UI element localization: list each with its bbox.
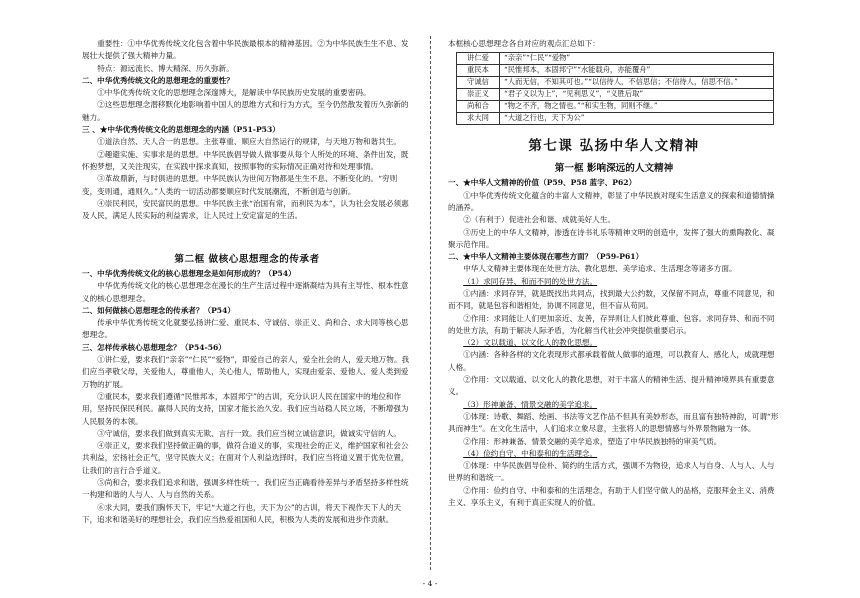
question-heading: 二、★中华人文精神主要体现在哪些方面？（P59-P61）: [448, 252, 644, 262]
paragraph: ①中华优秀传统文化的思想理念深邃博大，是解读中华民族历史发展的重要密码。: [97, 88, 371, 98]
table-value: “君子义以为上”，“见利思义”，“义胜后取”: [500, 89, 774, 101]
table-row: [457, 89, 774, 101]
right-column: [448, 38, 780, 509]
table-key: 求大同: [457, 112, 500, 124]
table-key: 讲仁爱: [457, 53, 500, 65]
table-value: “民惟邦本，本固邦宁”“水能载舟，亦能覆舟”: [500, 65, 774, 77]
table-value: “大道之行也，天下为公”: [500, 112, 774, 124]
left-column: [82, 38, 412, 526]
table-row: [457, 77, 774, 89]
table-row: [457, 101, 774, 113]
table-value: “物之不齐，物之情也。”“和实生物，同则不继。”: [500, 101, 774, 113]
paragraph: ④崇民利民，安民富民的思想。中华民族主张“治国有常，而利民为本”，认为社会发展必须惠及人民，满足人民实际的利益需求，让人民过上安定富足的生活。: [82, 198, 409, 221]
table-row: [457, 53, 774, 65]
table-value: “人而无信，不知其可也。”“以信待人，不信思信；不信待人，信思不信。”: [500, 77, 774, 89]
lesson-title: 第七课 弘扬中华人文精神: [528, 137, 700, 154]
paragraph: ②这些思想理念潜移默化地影响着中国人的思维方式和行为方式，至今仍然散发着历久弥新的魅力。: [82, 100, 409, 122]
paragraph: ②趣避实施、实事求是的思想。中华民族倡导做人做事要从每个人所处的环境、条件出发，既怀抱梦想，又关注现实，在实践中探求真知，按照事物的实际情况正确对待和处理事情。: [82, 149, 409, 171]
question-heading: 二、中华优秀传统文化的思想理念的重要性？: [82, 75, 234, 85]
paragraph: ①中华优秀传统文化蕴含的丰富人文精神，彰显了中华民族对现实生活意义的探索和道德情操的涵养。: [448, 190, 775, 212]
paragraph: ②重民本，要求我们遵循“民惟邦本，本固邦宁”的古训，充分认识人民在国家中的地位和作用，坚持民保民利民。赢得人民的支持，国家才能长治久安。我们应当站稳人民立场，不断增强为人民服务的本领。: [82, 391, 409, 426]
page-number: - 4 -: [422, 579, 438, 588]
question-heading: 三 、★中华优秀传统文化的思想理念的内涵（P51-P53）: [82, 125, 280, 135]
paragraph: ①体现：诗歌、舞蹈、绘画、书法等文艺作品不但具有美妙形态，而且富有独特神韵，可谓“形具而神生”。在文化生活中，人们追求立象尽意，主张将人的思想情感与外界景物融为一体。: [448, 411, 779, 434]
subheading: （2）文以载道、以文化人的教化思想。: [463, 338, 598, 348]
paragraph: 中华优秀传统文化的核心思想理念在漫长的生产生活过程中逐渐凝结为具有主导性、根本性意义的核心思想理念。: [82, 281, 409, 303]
paragraph: ②作用：俭约自守、中和泰和的生活理念，有助于人们坚守做人的品格，克服拜金主义、消费主义、享乐主义，有利于真正实现人的价值。: [448, 485, 775, 508]
table-row: [457, 65, 774, 77]
paragraph: ①体现：中华民族倡导俭朴、简约的生活方式，强调不为物役，追求人与自身、人与人、人与世界的和谐统一。: [448, 461, 775, 483]
ideas-table: [456, 52, 774, 125]
paragraph: 中华人文精神主要体现在处世方法、教化思想、美学追求、生活理念等诸多方面。: [463, 264, 737, 274]
table-intro: 本框核心思想理念各自对应的观点汇总如下：: [448, 39, 600, 48]
table-key: 崇正义: [457, 89, 500, 101]
question-heading: 一、中华优秀传统文化的核心思想理念是如何形成的？（P54）: [82, 268, 296, 278]
table-key: 守诚信: [457, 77, 500, 89]
subheading: （3）形神兼备、情景交融的美学追求。: [463, 399, 598, 409]
paragraph: ③革故鼎新，与时俱进的思想。中华民族认为世间万物都是生生不息、不断变化的。“穷则变，变则通，通则久。”人类的一切活动都要顺应时代发展潮流，不断创造与创新。: [82, 174, 398, 196]
paragraph: ①内涵：各种各样的文化表现形式都承载着做人做事的道理，可以教育人、感化人，成就理想人格。: [448, 350, 775, 372]
paragraph: ②（有利于）促进社会和谐、成就美好人生。: [463, 215, 616, 225]
column-divider: [430, 36, 431, 570]
intro-importance: 重要性：①中华优秀传统文化包含着中华民族最根本的精神基因。②为中华民族生生不息、发展壮大提供了强大精神力量。: [82, 39, 409, 61]
paragraph: ①讲仁爱，要求我们“亲亲”“仁民”“爱物”，即爱自己的亲人，爱全社会的人，爱天地万物。我们应当孝敬父母，关爱他人，尊重他人，关心他人，帮助他人，实现由爱亲、爱他人、爱人类到爱万物的扩展。: [82, 355, 410, 389]
question-heading: 一、★中华人文精神的价值（P59、P58 蓝字、P62）: [448, 178, 637, 188]
paragraph: ②作用：求同能让人们更加亲近、友善，存异则让人们彼此尊重、包容。求同存异、和而不同的处世方法，有助于解决人际矛盾，为化解当代社会冲突提供重要启示。: [448, 313, 775, 335]
table-value: “亲亲”“仁民”“爱物”: [500, 53, 774, 65]
paragraph: ②作用：文以载道、以文化人的教化思想，对于丰富人的精神生活、提升精神境界具有重要意义。: [448, 375, 775, 397]
table-row: [457, 112, 774, 124]
section-title: 第二框 做核心思想理念的传承者: [174, 254, 320, 266]
paragraph: ③守诚信，要求我们做到真实无欺、言行一致。我们应当树立诚信意识，做诚实守信的人。: [97, 428, 401, 438]
paragraph: ⑤尚和合，要求我们追求和谐，强调多样性统一。我们应当正确看待差异与矛盾坚持多样性统一构建和谐的人与人、人与自然的关系。: [82, 478, 409, 500]
paragraph: ④崇正义，要求我们坚持做正确的事，做符合道义的事，实现社会的正义，维护国家和社会公共利益，宏扬社会正气，坚守民族大义；在面对个人利益选择时，我们应当将道义置于优先位置，让我们的言行合乎道义。: [82, 441, 409, 475]
paragraph: ①内涵：求同存异，就是既找出共同点，找到最大公约数，又保留不同点，尊重不同意见，和而不同，就是包容和谐相处，协调不同意见，但不盲从苟同。: [448, 288, 775, 311]
paragraph: 传承中华优秀传统文化就要弘扬讲仁爱、重民本、守诚信、崇正义、尚和合、求大同等核心思想理念。: [82, 318, 409, 340]
question-heading: 三、怎样传承核心思想理念？（P54-56）: [82, 342, 226, 352]
paragraph: ③历史上的中华人文精神，渗透在诗书礼乐等精神文明的创造中，发挥了强大的熏陶教化、凝聚示范作用。: [448, 227, 775, 249]
subheading: （4）俭约自守、中和泰和的生活理念。: [463, 448, 598, 458]
table-key: 尚和合: [457, 101, 500, 113]
paragraph: ②作用：形神兼备、情景交融的美学追求，塑造了中华民族独特的审美气质。: [463, 436, 722, 446]
table-key: 重民本: [457, 65, 500, 77]
subheading: （1）求同存异、和而不同的处世方法。: [463, 276, 598, 286]
intro-features: 特点：源远流长、博大精深、历久弥新。: [97, 63, 234, 73]
paragraph: ①道法自然、天人合一的思想。主张尊重、顺应大自然运行的规律，与天地万物和谐共生。: [97, 137, 401, 147]
question-heading: 二、如何做核心思想理念的传承者？（P54）: [82, 305, 235, 315]
paragraph: ⑥求大同，要我们胸怀天下，牢记“大道之行也，天下为公”的古训，将天下视作天下人的天下，追求和谐美好的理想社会，我们应当热爱祖国和人民，积极为人类的发展和进步作贡献。: [82, 502, 402, 524]
frame-title: 第一框 影响深远的人文精神: [554, 162, 674, 174]
